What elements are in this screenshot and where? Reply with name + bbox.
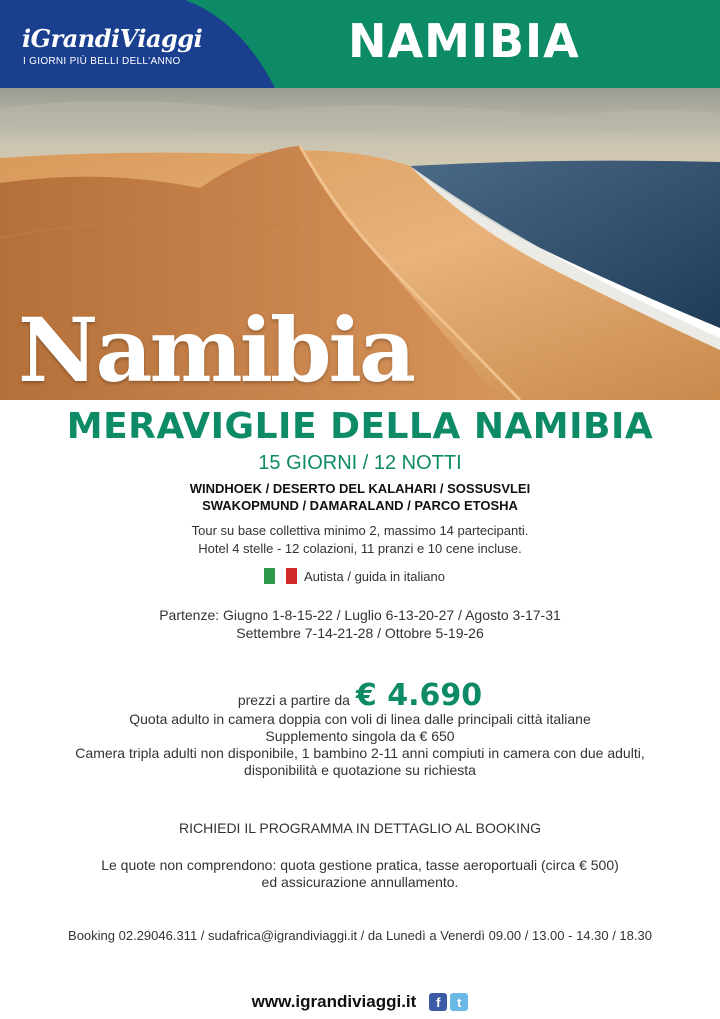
logo[interactable]	[0, 0, 275, 88]
price-note: Quota adulto in camera doppia con voli di linea dalle principali città italiane	[129, 711, 591, 727]
exclusions-line: ed assicurazione annullamento.	[261, 874, 459, 890]
guide-info	[264, 568, 445, 584]
hero-image	[0, 88, 720, 400]
footer	[0, 992, 720, 1012]
facebook-icon[interactable]: f	[429, 993, 447, 1011]
country-heading: NAMIBIA	[348, 14, 580, 68]
header-banner	[0, 0, 720, 88]
italian-flag-icon	[264, 568, 298, 584]
price-note: disponibilità e quotazione su richiesta	[244, 762, 476, 778]
exclusions	[0, 857, 720, 891]
departures-line: Partenze: Giugno 1-8-15-22 / Luglio 6-13-20-27 / Agosto 3-17-31	[159, 607, 561, 623]
price-note: Supplemento singola da € 650	[265, 728, 455, 744]
route-line: SWAKOPMUND / DAMARALAND / PARCO ETOSHA	[202, 498, 518, 513]
price-notes	[0, 711, 720, 779]
info-line: Tour su base collettiva minimo 2, massimo 14 partecipanti.	[191, 523, 529, 538]
request-program: RICHIEDI IL PROGRAMMA IN DETTAGLIO AL BOOKING	[179, 820, 541, 836]
twitter-icon[interactable]: t	[450, 993, 468, 1011]
route-line: WINDHOEK / DESERTO DEL KALAHARI / SOSSUSVLEI	[189, 481, 531, 496]
price-label: prezzi a partire da	[237, 692, 350, 708]
booking-contact[interactable]: Booking 02.29046.311 / sudafrica@igrandiviaggi.it / da Lunedì a Venerdì 09.00 / 13.00 - 14.30 / 18.30	[68, 928, 652, 943]
website-link[interactable]: www.igrandiviaggi.it	[251, 992, 417, 1011]
info-line: Hotel 4 stelle - 12 colazioni, 11 pranzi e 10 cene incluse.	[198, 541, 522, 556]
logo-tagline: I GIORNI PIÙ BELLI DELL'ANNO	[23, 56, 181, 67]
price-row	[0, 678, 720, 713]
logo-wordmark: iGrandiViaggi	[22, 24, 203, 53]
price-note: Camera tripla adulti non disponibile, 1 bambino 2-11 anni compiuti in camera con due adulti,	[75, 745, 645, 761]
tour-duration: 15 GIORNI / 12 NOTTI	[258, 452, 462, 474]
guide-label: Autista / guida in italiano	[304, 568, 445, 584]
hero-title: Namibia	[18, 298, 413, 400]
price-amount: € 4.690	[355, 678, 483, 713]
tour-route	[0, 480, 720, 514]
departures-line: Settembre 7-14-21-28 / Ottobre 5-19-26	[236, 625, 484, 641]
tour-title: MERAVIGLIE DELLA NAMIBIA	[66, 406, 654, 447]
tour-info	[0, 522, 720, 558]
departures	[0, 606, 720, 642]
exclusions-line: Le quote non comprendono: quota gestione pratica, tasse aeroportuali (circa € 500)	[101, 857, 619, 873]
